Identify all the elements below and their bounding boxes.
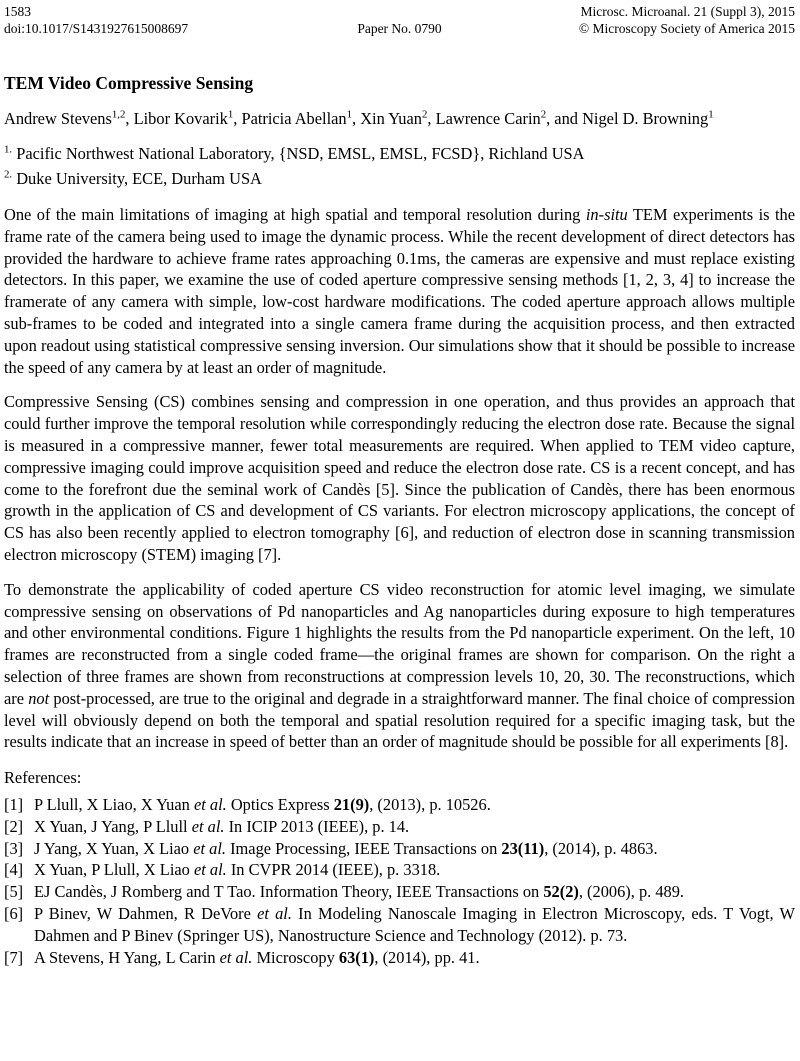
page-number: 1583 [4, 4, 31, 19]
author-affiliation-sup: 1 [227, 108, 234, 121]
reference-etal: et al. [193, 794, 227, 814]
reference-item-3 [4, 838, 795, 860]
header-right [531, 3, 795, 37]
reference-item-5 [4, 881, 795, 903]
reference-pages: , (2013), p. 10526. [369, 794, 491, 814]
affiliation-2 [4, 166, 795, 191]
reference-label: [4] [4, 860, 24, 880]
affiliation-text: Pacific Northwest National Laboratory, {NSD, EMSL, EMSL, FCSD}, Richland USA [16, 144, 585, 163]
copyright-line: © Microscopy Society of America 2015 [578, 21, 796, 36]
header-left [4, 3, 268, 37]
reference-authors: X Yuan, J Yang, P Llull [34, 816, 192, 836]
reference-volume: 63(1) [338, 947, 375, 967]
paragraph-1-text: One of the main limitations of imaging at high spatial and temporal resolution during [4, 205, 586, 224]
reference-item-2 [4, 816, 795, 838]
reference-etal: et al. [193, 860, 227, 880]
paragraph-1 [4, 204, 795, 378]
reference-venue: Image Processing, IEEE Transactions on [225, 838, 502, 858]
reference-item-4 [4, 859, 795, 881]
reference-etal: et al. [219, 947, 253, 967]
journal-citation: Microsc. Microanal. 21 (Suppl 3), 2015 [580, 4, 796, 19]
reference-item-6 [4, 903, 795, 947]
author-affiliation-sup: 1 [708, 108, 714, 121]
author-name: Lawrence Carin [435, 109, 541, 128]
reference-venue: In CVPR 2014 (IEEE), p. 3318. [226, 860, 441, 880]
reference-pages: , (2006), p. 489. [578, 882, 685, 902]
doi: doi:10.1017/S1431927615008697 [4, 21, 189, 36]
reference-venue: Optics Express [226, 794, 334, 814]
reference-authors: EJ Candès, J Romberg and T Tao. [34, 882, 260, 902]
reference-etal: et al. [193, 838, 226, 858]
header-center [268, 3, 532, 37]
journal-header [4, 3, 795, 37]
reference-pages: , (2014), p. 4863. [544, 838, 658, 858]
paragraph-1-text: TEM experiments is the frame rate of the camera being used to image the dynamic process. While the recent development of direct detectors has provided the hardware to achieve frame rates approaching 0.1ms, the cameras are expensive and must replace existing detectors. In this paper, we examine the use of coded aperture compressive sensing methods [1, 2, 3, 4] to increase the framerate of any camera with simple, low-cost hardware modifications. The coded aperture approach allows multiple sub-frames to be coded and integrated into a single camera frame during the acquisition process, and then extracted upon readout using statistical compressive sensing inversion. Our simulations show that it should be possible to increase the speed of any camera by at least an order of magnitude. [4, 205, 795, 377]
reference-label: [6] [4, 903, 24, 923]
reference-etal: et al. [257, 903, 292, 923]
author-name: Nigel D. Browning [582, 109, 709, 128]
paragraph-1-italic: in-situ [585, 205, 628, 224]
reference-venue: In ICIP 2013 (IEEE), p. 14. [224, 816, 410, 836]
author-name: Libor Kovarik [133, 109, 228, 128]
author-affiliation-sup: 2 [540, 108, 547, 121]
reference-volume: 52(2) [543, 882, 579, 902]
author-affiliation-sup: 1 [346, 108, 352, 121]
paragraph-3 [4, 579, 795, 753]
reference-label: [2] [4, 816, 24, 836]
reference-item-1 [4, 794, 795, 816]
paragraph-3-text: post-processed, are true to the original and degrade in a straightforward manner. The final choice of compression level will obviously depend on both the temporal and spatial resolution required for a specific imaging task, but the results indicate that an increase in speed of better than an order of magnitude should be possible for all experiments [8]. [4, 688, 795, 752]
author-affiliation-sup: 2 [421, 108, 428, 121]
reference-list [4, 794, 795, 968]
reference-venue: Microscopy [252, 947, 339, 967]
affiliation-marker: 2. [4, 168, 13, 181]
affiliation-marker: 1. [4, 143, 13, 156]
reference-volume: 23(11) [501, 838, 545, 858]
paragraph-3-italic: not [28, 688, 50, 708]
reference-venue: In Modeling Nanoscale Imaging in Electron Microscopy, eds. T Vogt, W Dahmen and P Binev (Springer US), Nanostructure Science and Technology (2012). p. 73. [34, 903, 795, 945]
paper-number: Paper No. 0790 [357, 21, 442, 36]
author-separator: , [352, 109, 361, 128]
reference-label: [3] [4, 838, 24, 858]
reference-authors: A Stevens, H Yang, L Carin [34, 947, 220, 967]
author-name: Andrew Stevens [4, 109, 112, 128]
author-separator: , and [546, 109, 583, 128]
author-separator: , [427, 109, 436, 128]
paper-title: TEM Video Compressive Sensing [4, 73, 254, 93]
paragraph-3-text: To demonstrate the applicability of coded aperture CS video reconstruction for atomic level imaging, we simulate compressive sensing on observations of Pd nanoparticles and Ag nanoparticles during exposure to high temperatures and other environmental conditions. Figure 1 highlights the results from the Pd nanoparticle experiment. On the left, 10 frames are reconstructed from a single coded frame—the original frames are shown for comparison. On the right a selection of three frames are shown from reconstructions at compression levels 10, 20, 30. The reconstructions, which are [4, 579, 795, 708]
reference-etal: et al. [191, 816, 225, 836]
affiliation-1 [4, 141, 795, 166]
author-separator: , [125, 109, 134, 128]
reference-authors: P Llull, X Liao, X Yuan [34, 794, 194, 814]
reference-label: [5] [4, 882, 24, 902]
affiliation-text: Duke University, ECE, Durham USA [16, 169, 262, 188]
author-separator: , [233, 109, 242, 128]
reference-authors: P Binev, W Dahmen, R DeVore [34, 903, 258, 923]
author-line [4, 107, 795, 131]
references-heading: References: [4, 768, 82, 788]
author-name: Patricia Abellan [241, 109, 347, 128]
reference-authors: X Yuan, P Llull, X Liao [34, 860, 194, 880]
author-affiliation-sup: 1,2 [111, 108, 126, 121]
reference-pages: , (2014), pp. 41. [374, 947, 480, 967]
author-name: Xin Yuan [360, 109, 422, 128]
reference-item-7 [4, 947, 795, 969]
reference-authors: J Yang, X Yuan, X Liao [34, 838, 194, 858]
paragraph-2: Compressive Sensing (CS) combines sensing and compression in one operation, and thus provides an approach that could further improve the temporal resolution while correspondingly reducing the electron dose rate. Because the signal is measured in a compressive manner, fewer total measurements are required. When applied to TEM video capture, compressive imaging could improve acquisition speed and reduce the electron dose rate. CS is a recent concept, and has come to the forefront due the seminal work of Candès [5]. Since the publication of Candès, there has been enormous growth in the application of CS and development of CS variants. For electron microscopy applications, the concept of CS has also been recently applied to electron tomography [6], and reduction of electron dose in scanning transmission electron microscopy (STEM) imaging [7]. [4, 392, 795, 564]
reference-volume: 21(9) [333, 794, 370, 814]
reference-label: [1] [4, 794, 24, 814]
affiliation-list [4, 141, 795, 191]
reference-label: [7] [4, 947, 24, 967]
reference-venue: Information Theory, IEEE Transactions on [259, 882, 544, 902]
